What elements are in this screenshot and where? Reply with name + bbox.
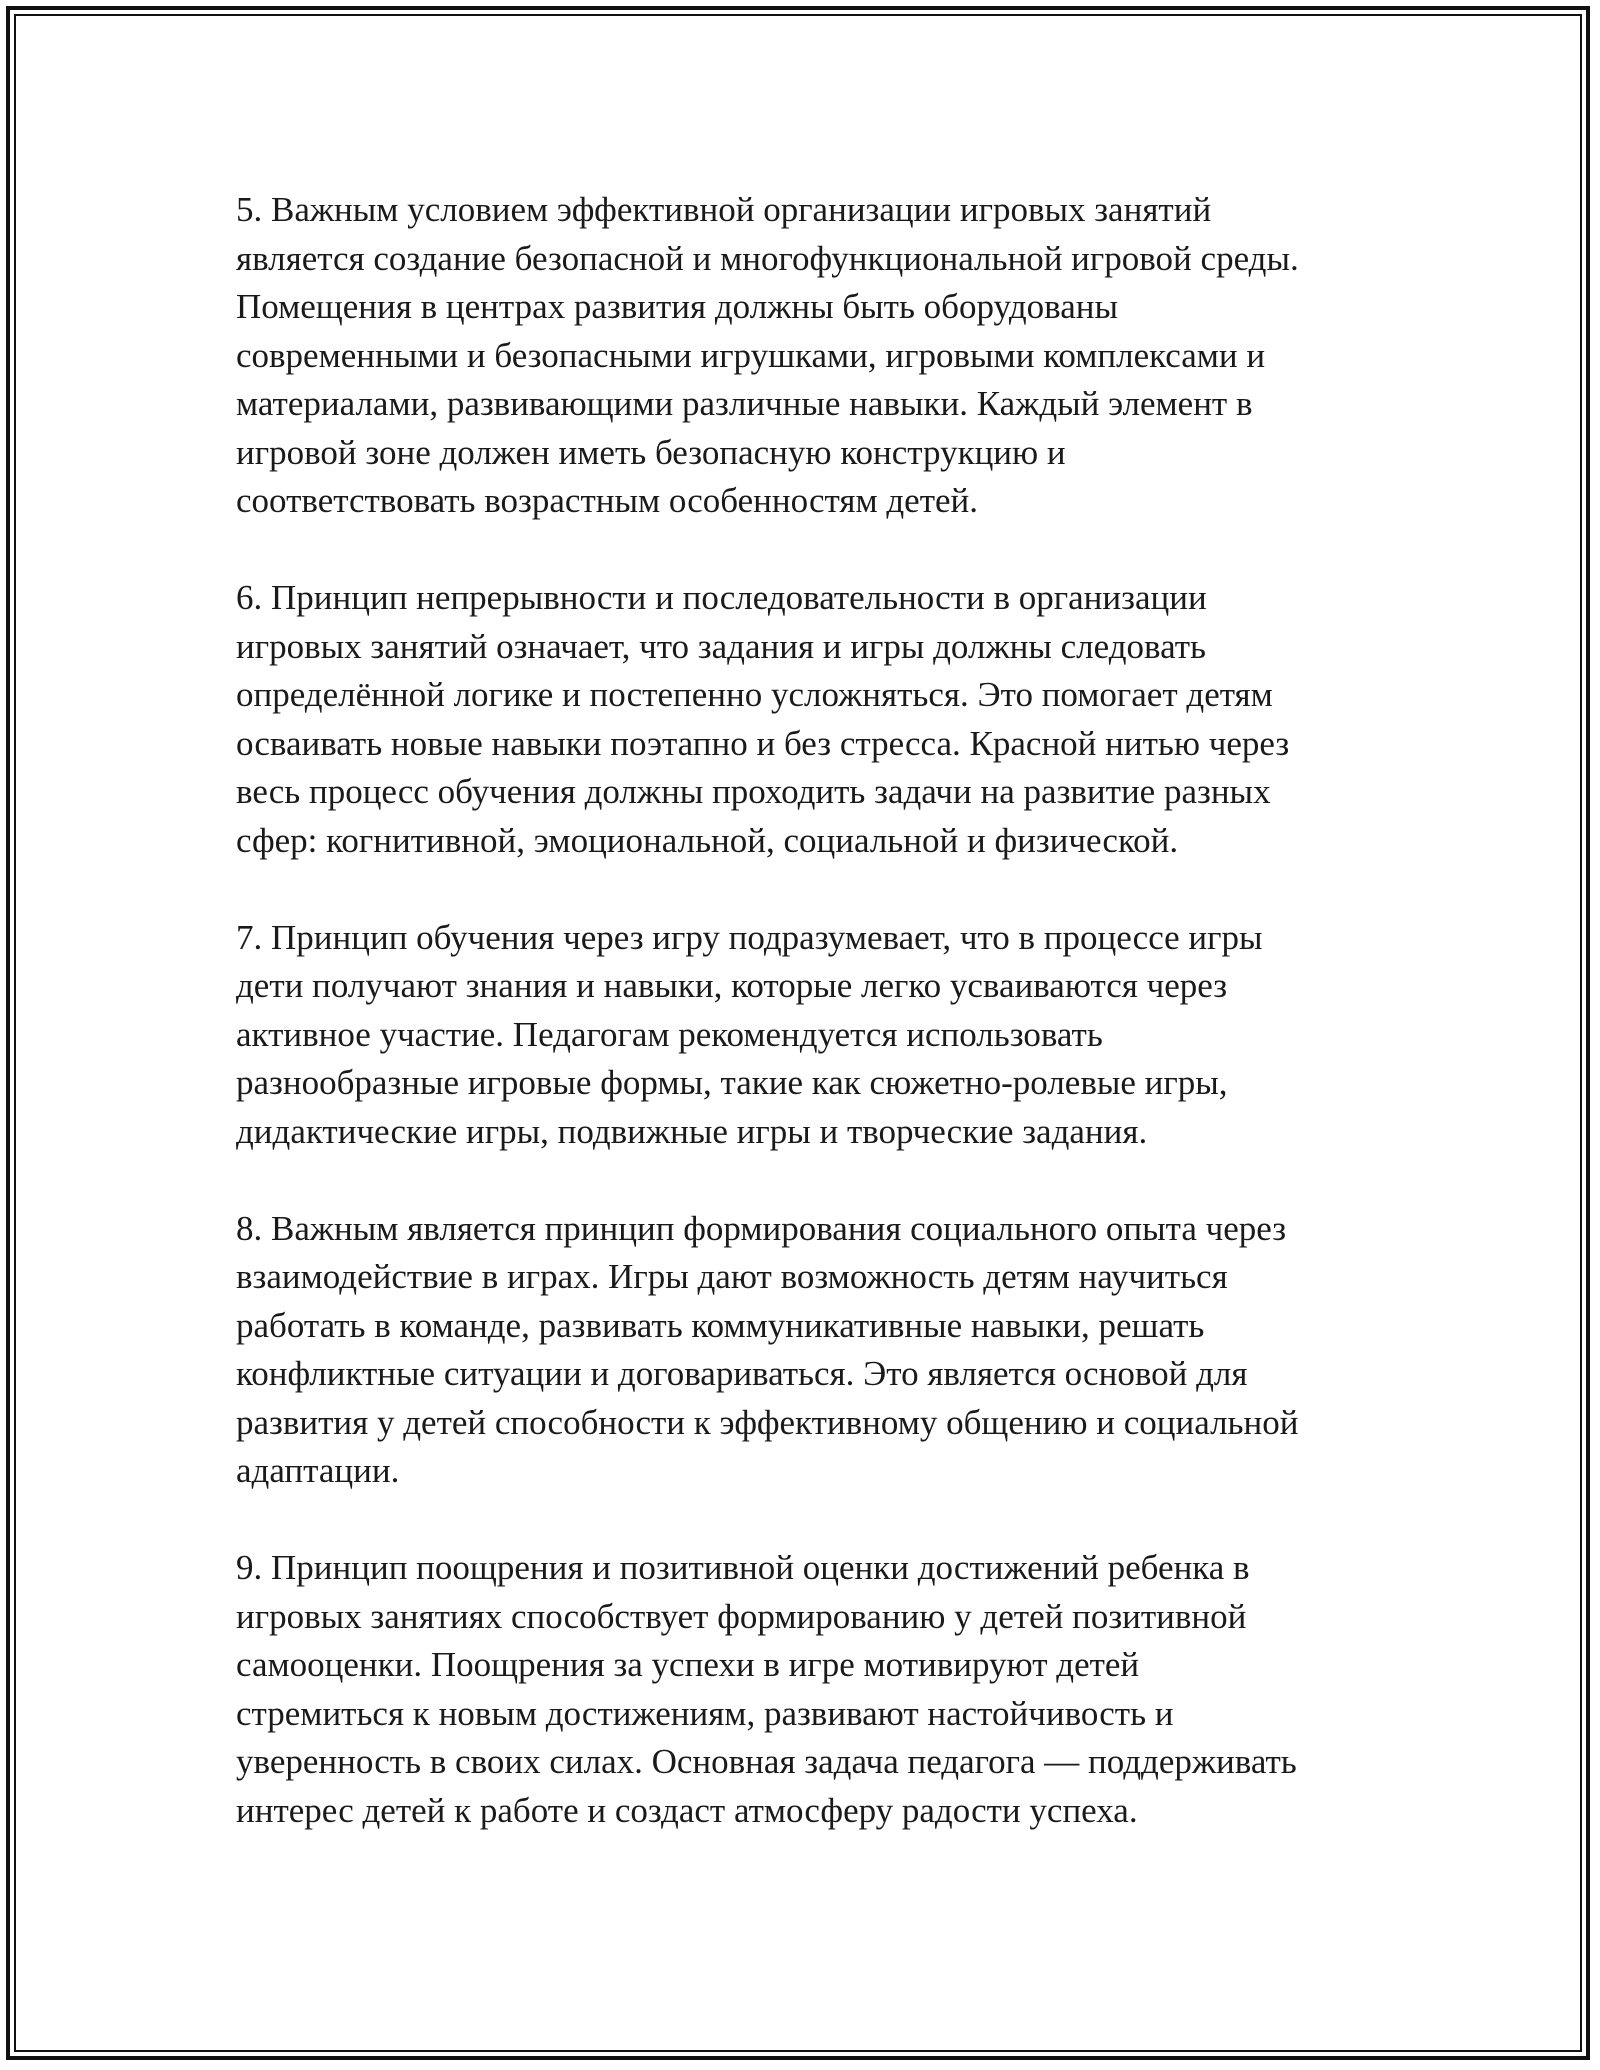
paragraph-8: 8. Важным является принцип формирования социального опыта через взаимодействие в играх. Игры дают возможность детям научиться работать в команде, развивать коммуникативные навыки, решать конфликтные ситуации и договариваться. Это является основой для развития у детей способности к эффективному общению и социальной адаптации. bbox=[236, 1208, 1299, 1490]
paragraph-6: 6. Принцип непрерывности и последовательности в организации игровых занятий означает, что задания и игры должны следовать определённой логике и постепенно усложняться. Это помогает детям осваивать новые навыки поэтапно и без стресса. Красной нитью через весь процесс обучения должны проходить задачи на развитие разных сфер: когнитивной, эмоциональной, социальной и физической. bbox=[236, 578, 1290, 860]
paragraph-7: 7. Принцип обучения через игру подразумевает, что в процессе игры дети получают знания и навыки, которые легко усваиваются через активное участие. Педагогам рекомендуется использовать разнообразные игровые формы, такие как сюжетно-ролевые игры, дидактические игры, подвижные игры и творческие задания. bbox=[236, 917, 1263, 1151]
paragraph-5: 5. Важным условием эффективной организации игровых занятий является создание безопасной и многофункциональной игровой среды. Помещения в центрах развития должны быть оборудованы современными и безопасными игрушками, игровыми комплексами и материалами, развивающими различные навыки. Каждый элемент в игровой зоне должен иметь безопасную конструкцию и соответствовать возрастным особенностям детей. bbox=[236, 190, 1299, 520]
paragraph-9: 9. Принцип поощрения и позитивной оценки достижений ребенка в игровых занятиях способствует формированию у детей позитивной самооценки. Поощрения за успехи в игре мотивируют детей стремиться к новым достижениям, развивают настойчивость и уверенность в своих силах. Основная задача педагога — поддерживать интерес детей к работе и создаст атмосферу радости успеха. bbox=[236, 1548, 1297, 1830]
document-body bbox=[236, 186, 1396, 1884]
